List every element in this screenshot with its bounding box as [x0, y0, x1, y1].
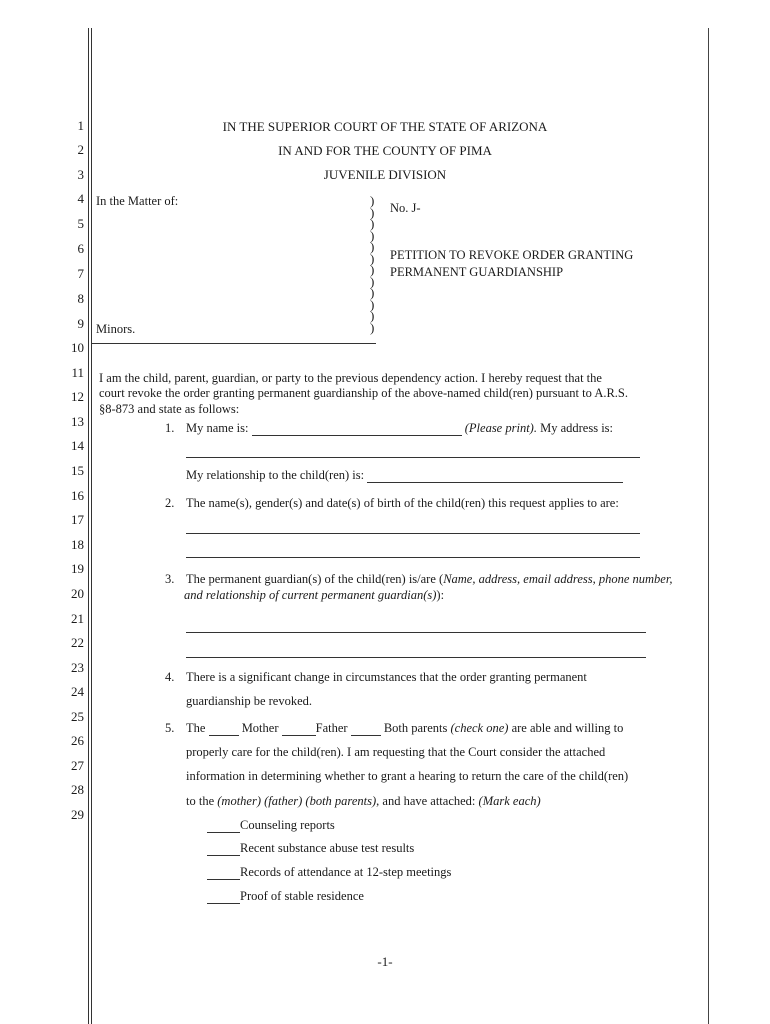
minors-label: Minors. [96, 322, 136, 336]
attach-counseling [207, 818, 335, 833]
line-number: 5 [77, 216, 84, 231]
father-check-blank[interactable] [282, 735, 316, 736]
line-number: 26 [71, 733, 84, 748]
item5-line2: properly care for the child(ren). I am requesting that the Court consider the attached [186, 745, 606, 759]
item4-number: 4. [165, 670, 175, 684]
item2-text: The name(s), gender(s) and date(s) of birth of the child(ren) this request applies to are: [186, 496, 619, 510]
case-number: No. J- [390, 201, 421, 215]
parent-options: (mother) (father) (both parents) [217, 794, 377, 808]
line-number: 29 [71, 807, 84, 822]
line-number: 11 [71, 365, 84, 380]
line-number: 17 [71, 512, 84, 527]
line-number: 23 [71, 660, 84, 675]
line-number: 25 [71, 709, 84, 724]
court-name: IN THE SUPERIOR COURT OF THE STATE OF ARIZONA [222, 119, 548, 134]
item1-text [186, 421, 613, 436]
line-number: 2 [77, 142, 84, 157]
item3-text-line2 [184, 588, 444, 603]
line-number: 18 [71, 537, 84, 552]
item1-number: 1. [165, 421, 175, 435]
county-name: IN AND FOR THE COUNTY OF PIMA [278, 143, 492, 158]
attach-label: Records of attendance at 12-step meetings [240, 865, 452, 879]
item5-number: 5. [165, 721, 175, 735]
relationship-blank[interactable] [367, 482, 623, 483]
guardian-close: ): [436, 588, 445, 602]
mother-label: Mother [241, 721, 279, 735]
children-blank-1[interactable] [186, 533, 640, 534]
intro-line2: court revoke the order granting permanent guardianship of the above-named child(ren) pursuant to A.R.S. [99, 386, 629, 400]
address-label: My address is: [540, 421, 614, 435]
line-number: 8 [77, 291, 84, 306]
line-number: 22 [71, 635, 84, 650]
guardian-fields: Name, address, email address, phone number, [443, 572, 673, 586]
petition-title-line2: PERMANENT GUARDIANSHIP [390, 265, 564, 279]
division-name: JUVENILE DIVISION [323, 167, 447, 182]
item4-line1: There is a significant change in circumstances that the order granting permanent [186, 670, 587, 684]
attach-check-blank[interactable] [207, 832, 240, 833]
attach-check-blank[interactable] [207, 903, 240, 904]
the-label: The [186, 721, 206, 735]
attach-residence [207, 889, 364, 904]
item3-number: 3. [165, 572, 175, 586]
intro-line3: §8-873 and state as follows: [99, 402, 240, 416]
please-print: (Please print). [464, 421, 537, 435]
attach-check-blank[interactable] [207, 855, 240, 856]
attach-substance [207, 841, 414, 856]
line-number: 16 [71, 488, 84, 503]
line-number: 9 [77, 316, 84, 331]
line-number: 4 [77, 191, 84, 206]
caption-bottom-rule [92, 343, 376, 344]
line-number: 1 [77, 118, 84, 133]
item5-line4 [186, 794, 541, 809]
line-number: 15 [71, 463, 84, 478]
relationship-row [186, 468, 623, 483]
check-one-note: (check one) [450, 721, 509, 735]
father-label: Father [315, 721, 348, 735]
line-number: 19 [71, 561, 84, 576]
guardian-prompt: The permanent guardian(s) of the child(ren) is/are ( [186, 572, 444, 586]
page-number: -1- [377, 954, 393, 969]
mother-check-blank[interactable] [209, 735, 239, 736]
item2-number: 2. [165, 496, 175, 510]
line-number: 12 [71, 389, 84, 404]
both-check-blank[interactable] [351, 735, 381, 736]
address-blank[interactable] [186, 457, 640, 458]
line-number: 21 [71, 611, 84, 626]
line-number: 20 [71, 586, 84, 601]
attach-label: Proof of stable residence [240, 889, 364, 903]
guardian-blank-1[interactable] [186, 632, 646, 633]
attach-label: Counseling reports [240, 818, 335, 832]
line-number: 6 [77, 241, 84, 256]
relationship-label: My relationship to the child(ren) is: [186, 468, 365, 482]
attach-12step [207, 865, 451, 880]
able-text: are able and willing to [511, 721, 624, 735]
name-label: My name is: [186, 421, 249, 435]
children-blank-2[interactable] [186, 557, 640, 558]
line-number: 7 [77, 266, 84, 281]
item3-text-line1 [186, 572, 672, 587]
line-number: 13 [71, 414, 84, 429]
line-number: 14 [71, 438, 84, 453]
line-number: 24 [71, 684, 84, 699]
name-blank[interactable] [252, 435, 462, 436]
guardian-relationship: and relationship of current permanent guardian(s) [184, 588, 437, 602]
attach-check-blank[interactable] [207, 879, 240, 880]
petition-title-line1: PETITION TO REVOKE ORDER GRANTING [390, 248, 634, 262]
attach-label: Recent substance abuse test results [240, 841, 415, 855]
both-label: Both parents [383, 721, 448, 735]
line-number: 28 [71, 782, 84, 797]
intro-line1: I am the child, parent, guardian, or party to the previous dependency action. I hereby request that the [99, 371, 602, 385]
line-number: 3 [77, 167, 84, 182]
item5-line1 [186, 721, 623, 736]
item4-line2: guardianship be revoked. [186, 694, 313, 708]
to-the-label: to the [186, 794, 215, 808]
mark-each-note: (Mark each) [478, 794, 541, 808]
line-number: 27 [71, 758, 84, 773]
caption-parens: ) ) ) ) ) ) ) ) ) ) ) ) [370, 193, 375, 335]
matter-label: In the Matter of: [96, 194, 179, 208]
item5-line3: information in determining whether to grant a hearing to return the care of the child(ren) [186, 769, 629, 783]
line-number: 10 [71, 340, 84, 355]
guardian-blank-2[interactable] [186, 657, 646, 658]
attached-label: , and have attached: [376, 794, 476, 808]
